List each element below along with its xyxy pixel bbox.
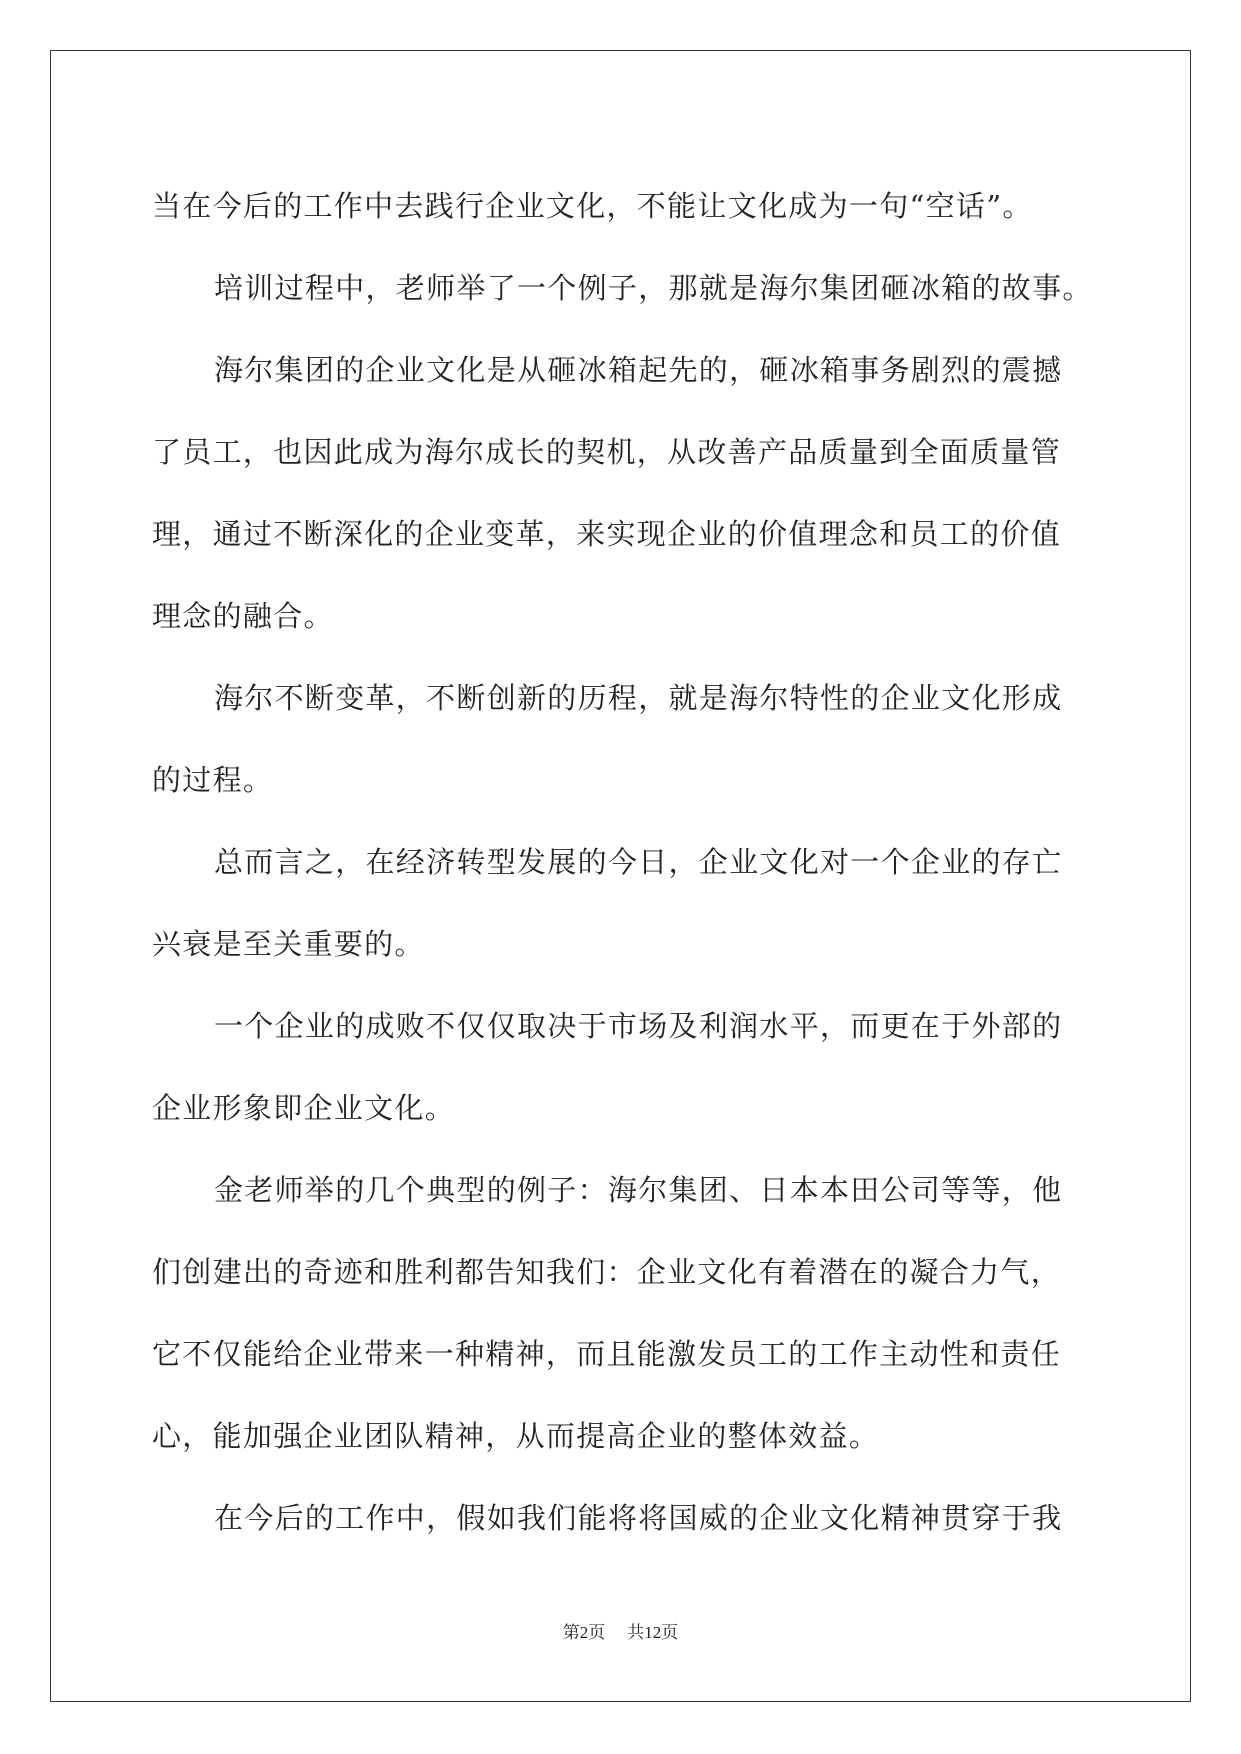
text-line: 海尔集团的企业文化是从砸冰箱起先的，砸冰箱事务剧烈的震撼 <box>214 353 1063 387</box>
text-line: 心，能加强企业团队精神，从而提高企业的整体效益。 <box>152 1419 880 1453</box>
text-line: 兴衰是至关重要的。 <box>152 927 425 961</box>
text-line: 当在今后的工作中去践行企业文化，不能让文化成为一句“空话”。 <box>152 189 1033 223</box>
document-body <box>152 165 1092 1559</box>
text-line: 海尔不断变革，不断创新的历程，就是海尔特性的企业文化形成 <box>214 681 1063 715</box>
text-line: 的过程。 <box>152 763 274 797</box>
page-footer <box>0 1618 1241 1643</box>
text-line: 在今后的工作中，假如我们能将将国威的企业文化精神贯穿于我 <box>214 1501 1063 1535</box>
text-line: 总而言之，在经济转型发展的今日，企业文化对一个企业的存亡 <box>214 845 1063 879</box>
text-line: 们创建出的奇迹和胜利都告知我们：企业文化有着潜在的凝合力气， <box>152 1255 1062 1289</box>
page-total: 共12页 <box>627 1623 679 1642</box>
text-line: 培训过程中，老师举了一个例子，那就是海尔集团砸冰箱的故事。 <box>214 271 1093 305</box>
text-line: 了员工，也因此成为海尔成长的契机，从改善产品质量到全面质量管 <box>152 435 1062 469</box>
text-line: 理念的融合。 <box>152 599 334 633</box>
text-line: 理，通过不断深化的企业变革，来实现企业的价值理念和员工的价值 <box>152 517 1062 551</box>
text-line: 企业形象即企业文化。 <box>152 1091 456 1125</box>
page-number: 第2页 <box>562 1623 606 1642</box>
text-line: 一个企业的成败不仅仅取决于市场及利润水平，而更在于外部的 <box>214 1009 1063 1043</box>
text-line: 金老师举的几个典型的例子：海尔集团、日本本田公司等等，他 <box>214 1173 1063 1207</box>
text-line: 它不仅能给企业带来一种精神，而且能激发员工的工作主动性和责任 <box>152 1337 1062 1371</box>
